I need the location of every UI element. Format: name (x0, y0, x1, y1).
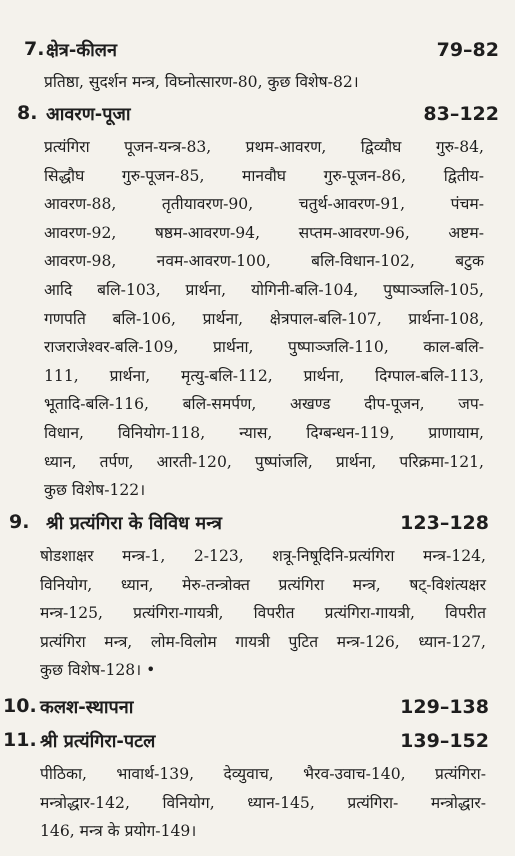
description-line: प्रत्यंगिरा पूजन-यन्त्र-83, प्रथम-आवरण, द्विव्यौघ गुरु-84, (44, 138, 484, 156)
entry-heading (0, 100, 515, 130)
description-line: मन्त्र-125, प्रत्यंगिरा-गायत्री, विपरीत प्रत्यंगिरा-गायत्री, विपरीत (40, 604, 486, 623)
entry-title: श्री प्रत्यंगिरा-पटल (40, 731, 156, 752)
entry-title: कलश-स्थापना (40, 697, 134, 718)
entry-number: 9. (9, 511, 30, 533)
entry-number: 11. (3, 729, 37, 751)
entry-heading (0, 727, 515, 757)
entry-title: क्षेत्र-कीलन (46, 40, 117, 61)
description-line: प्रत्यंगिरा मन्त्र, लोम-विलोम गायत्री पुटित मन्त्र-126, ध्यान-127, (40, 632, 486, 651)
entry-description (40, 760, 486, 846)
entry-number: 10. (3, 695, 37, 717)
description-line: पीठिका, भावार्थ-139, देव्युवाच, भैरव-उवाच-140, प्रत्यंगिरा- (40, 765, 486, 783)
description-line: 146, मन्त्र के प्रयोग-149। (40, 822, 197, 841)
description-line: मन्त्रोद्धार-142, विनियोग, ध्यान-145, प्रत्यंगिरा- मन्त्रोद्धार- (40, 793, 486, 812)
entry-number: 8. (17, 102, 38, 124)
entry-page-range: 129–138 (400, 696, 489, 718)
toc-entry-7 (0, 36, 515, 91)
entry-page-range: 123–128 (400, 512, 489, 534)
entry-number: 7. (24, 38, 45, 60)
description-line: गणपति बलि-106, प्रार्थना, क्षेत्रपाल-बलि-107, प्रार्थना-108, (44, 309, 484, 328)
description-line: कुछ विशेष-122। (44, 481, 146, 500)
toc-entry-8 (0, 100, 515, 500)
entry-description (40, 542, 486, 685)
entry-page-range: 83–122 (423, 103, 499, 125)
description-line: आवरण-92, षष्ठम-आवरण-94, सप्तम-आवरण-96, अष्टम- (44, 223, 484, 242)
toc-entry-10 (0, 693, 515, 723)
description-line: राजराजेश्वर-बलि-109, प्रार्थना, पुष्पाञ्जलि-110, काल-बलि- (44, 338, 484, 357)
entry-page-range: 79–82 (436, 39, 499, 61)
entry-title: श्री प्रत्यंगिरा के विविध मन्त्र (46, 513, 222, 534)
description-line: आवरण-98, नवम-आवरण-100, बलि-विधान-102, बटुक (44, 252, 484, 271)
entry-title: आवरण-पूजा (46, 104, 131, 125)
description-line: सिद्धौघ गुरु-पूजन-85, मानवौघ गुरु-पूजन-86, द्वितीय- (44, 166, 484, 185)
entry-heading (0, 693, 515, 723)
description-line: आदि बलि-103, प्रार्थना, योगिनी-बलि-104, पुष्पाञ्जलि-105, (44, 280, 484, 299)
entry-heading (0, 509, 515, 539)
description-line: विधान, विनियोग-118, न्यास, दिग्बन्धन-119, प्राणायाम, (44, 423, 484, 442)
toc-entry-9 (0, 509, 515, 680)
description-line: प्रतिष्ठा, सुदर्शन मन्त्र, विघ्नोत्सारण-80, कुछ विशेष-82। (44, 73, 359, 91)
description-line: 111, प्रार्थना, मृत्यु-बलि-112, प्रार्थना, दिग्पाल-बलि-113, (44, 366, 484, 385)
entry-description (44, 133, 484, 505)
entry-description (44, 68, 484, 97)
entry-page-range: 139–152 (400, 730, 489, 752)
description-line: कुछ विशेष-128। • (40, 661, 156, 680)
description-line: षोडशाक्षर मन्त्र-1, 2-123, शत्रू-निषूदिनि-प्रत्यंगिरा मन्त्र-124, (40, 547, 486, 565)
description-line: आवरण-88, तृतीयावरण-90, चतुर्थ-आवरण-91, पंचम- (44, 195, 484, 214)
toc-entry-11 (0, 727, 515, 841)
description-line: भूतादि-बलि-116, बलि-समर्पण, अखण्ड दीप-पूजन, जप- (44, 395, 484, 414)
entry-heading (0, 36, 515, 66)
description-line: ध्यान, तर्पण, आरती-120, पुष्पांजलि, प्रार्थना, परिक्रमा-121, (44, 452, 484, 471)
description-line: विनियोग, ध्यान, मेरु-तन्त्रोक्त प्रत्यंगिरा मन्त्र, षट्-विशंत्यक्षर (40, 575, 486, 594)
